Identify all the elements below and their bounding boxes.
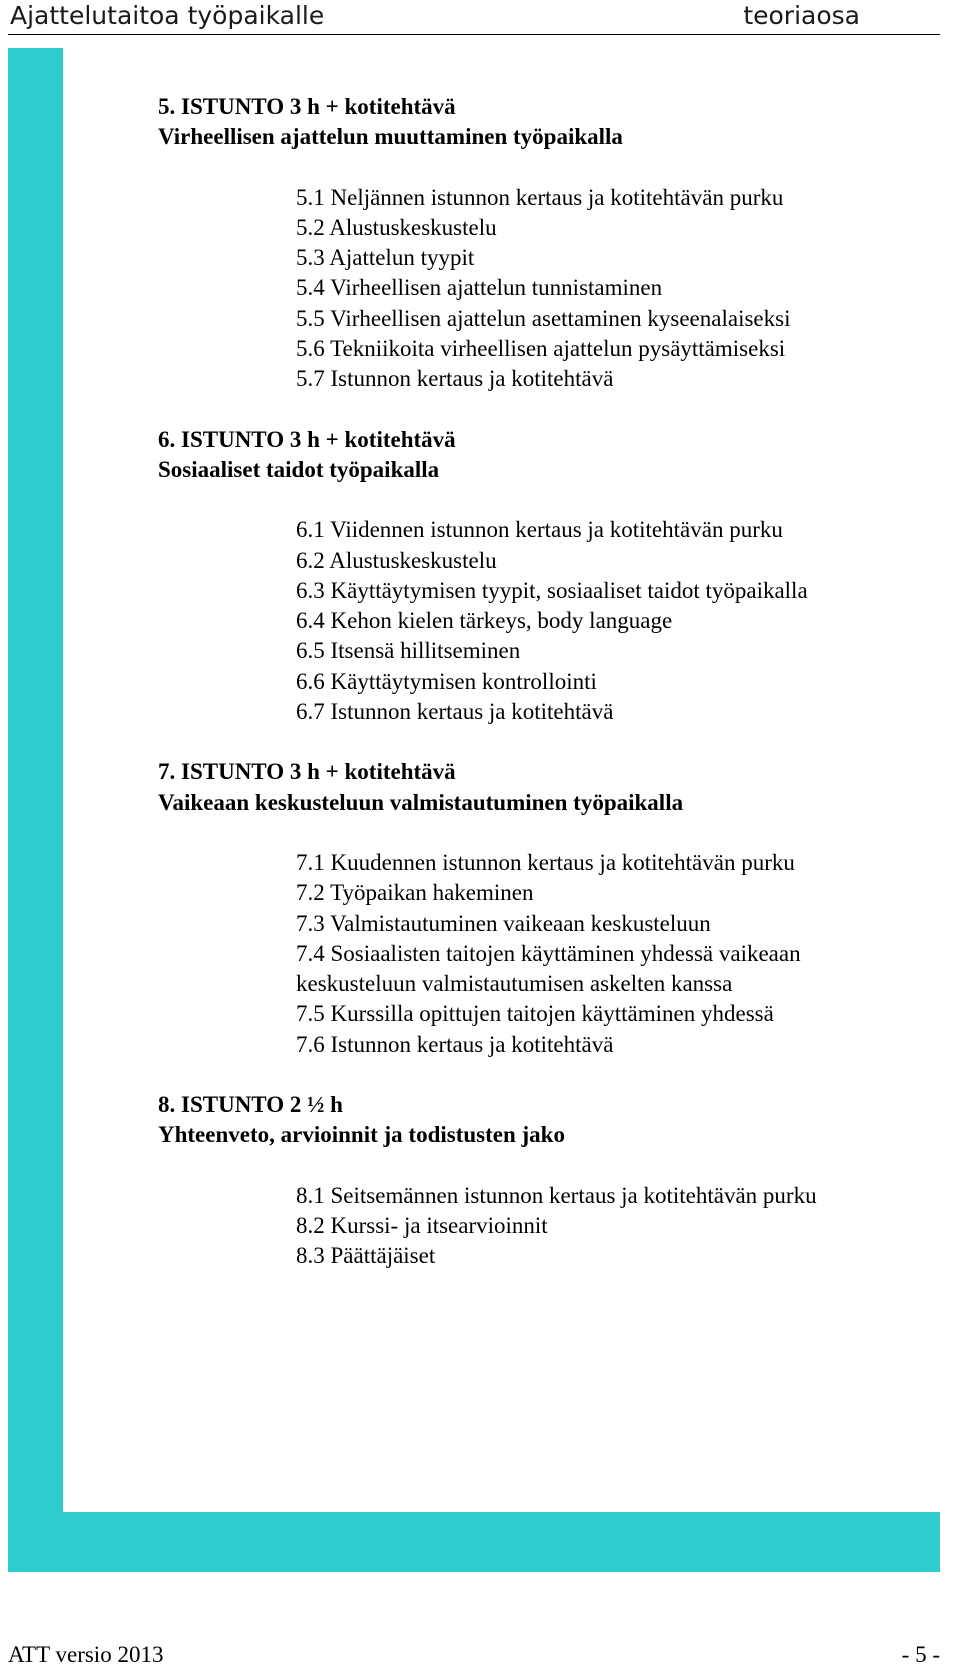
list-item: 7.5 Kurssilla opittujen taitojen käyttäminen yhdessä — [296, 1001, 774, 1027]
session-5 — [158, 92, 928, 395]
session-6 — [158, 425, 928, 728]
list-item: 5.5 Virheellisen ajattelun asettaminen kyseenalaiseksi — [296, 305, 791, 331]
list-item: 6.2 Alustuskeskustelu — [296, 547, 497, 573]
list-item: 5.1 Neljännen istunnon kertaus ja kotitehtävän purku — [296, 184, 784, 210]
list-item: 8.2 Kurssi- ja itsearvioinnit — [296, 1212, 548, 1238]
session-subtitle: Sosiaaliset taidot työpaikalla — [158, 456, 440, 482]
list-item: 5.3 Ajattelun tyypit — [296, 245, 475, 271]
session-items — [158, 1181, 928, 1272]
list-item: 5.6 Tekniikoita virheellisen ajattelun pysäyttämiseksi — [296, 336, 786, 362]
session-list — [158, 92, 928, 1302]
session-title: 8. ISTUNTO 2 ½ h — [158, 1092, 343, 1118]
footer-version: ATT versio 2013 — [8, 1642, 164, 1667]
list-item: 7.4 Sosiaalisten taitojen käyttäminen yhdessä vaikeaan — [296, 940, 801, 966]
session-8 — [158, 1090, 928, 1271]
session-subtitle: Virheellisen ajattelun muuttaminen työpaikalla — [158, 124, 623, 150]
header-title: Ajattelutaitoa työpaikalle — [10, 1, 325, 30]
page-number: - 5 - — [901, 1642, 940, 1667]
session-subtitle: Vaikeaan keskusteluun valmistautuminen työpaikalla — [158, 789, 684, 815]
session-subtitle: Yhteenveto, arvioinnit ja todistusten jako — [158, 1122, 565, 1148]
list-item-continuation: keskusteluun valmistautumisen askelten kanssa — [296, 971, 733, 997]
list-item: 7.1 Kuudennen istunnon kertaus ja kotitehtävän purku — [296, 849, 795, 875]
list-item: 6.5 Itsensä hillitseminen — [296, 638, 521, 664]
list-item: 7.3 Valmistautuminen vaikeaan keskusteluun — [296, 910, 711, 936]
list-item: 8.1 Seitsemännen istunnon kertaus ja kotitehtävän purku — [296, 1182, 817, 1208]
list-item: 7.2 Työpaikan hakeminen — [296, 880, 534, 906]
session-items — [158, 515, 928, 727]
list-item: 6.4 Kehon kielen tärkeys, body language — [296, 608, 673, 634]
session-title: 7. ISTUNTO 3 h + kotitehtävä — [158, 759, 456, 785]
list-item: 8.3 Päättäjäiset — [296, 1243, 436, 1269]
session-items — [158, 183, 928, 395]
list-item: 6.3 Käyttäytymisen tyypit, sosiaaliset taidot työpaikalla — [296, 577, 808, 603]
session-title: 6. ISTUNTO 3 h + kotitehtävä — [158, 426, 456, 452]
list-item: 5.4 Virheellisen ajattelun tunnistaminen — [296, 275, 663, 301]
list-item: 6.6 Käyttäytymisen kontrollointi — [296, 668, 597, 694]
page-header — [8, 0, 940, 35]
header-section: teoriaosa — [743, 1, 860, 30]
session-title: 5. ISTUNTO 3 h + kotitehtävä — [158, 94, 456, 119]
session-items — [158, 848, 928, 1060]
session-7 — [158, 757, 928, 1060]
list-item: 5.7 Istunnon kertaus ja kotitehtävä — [296, 366, 614, 392]
list-item: 6.1 Viidennen istunnon kertaus ja kotitehtävän purku — [296, 517, 783, 543]
list-item: 7.6 Istunnon kertaus ja kotitehtävä — [296, 1031, 614, 1057]
list-item: 5.2 Alustuskeskustelu — [296, 214, 497, 240]
list-item: 6.7 Istunnon kertaus ja kotitehtävä — [296, 699, 614, 725]
